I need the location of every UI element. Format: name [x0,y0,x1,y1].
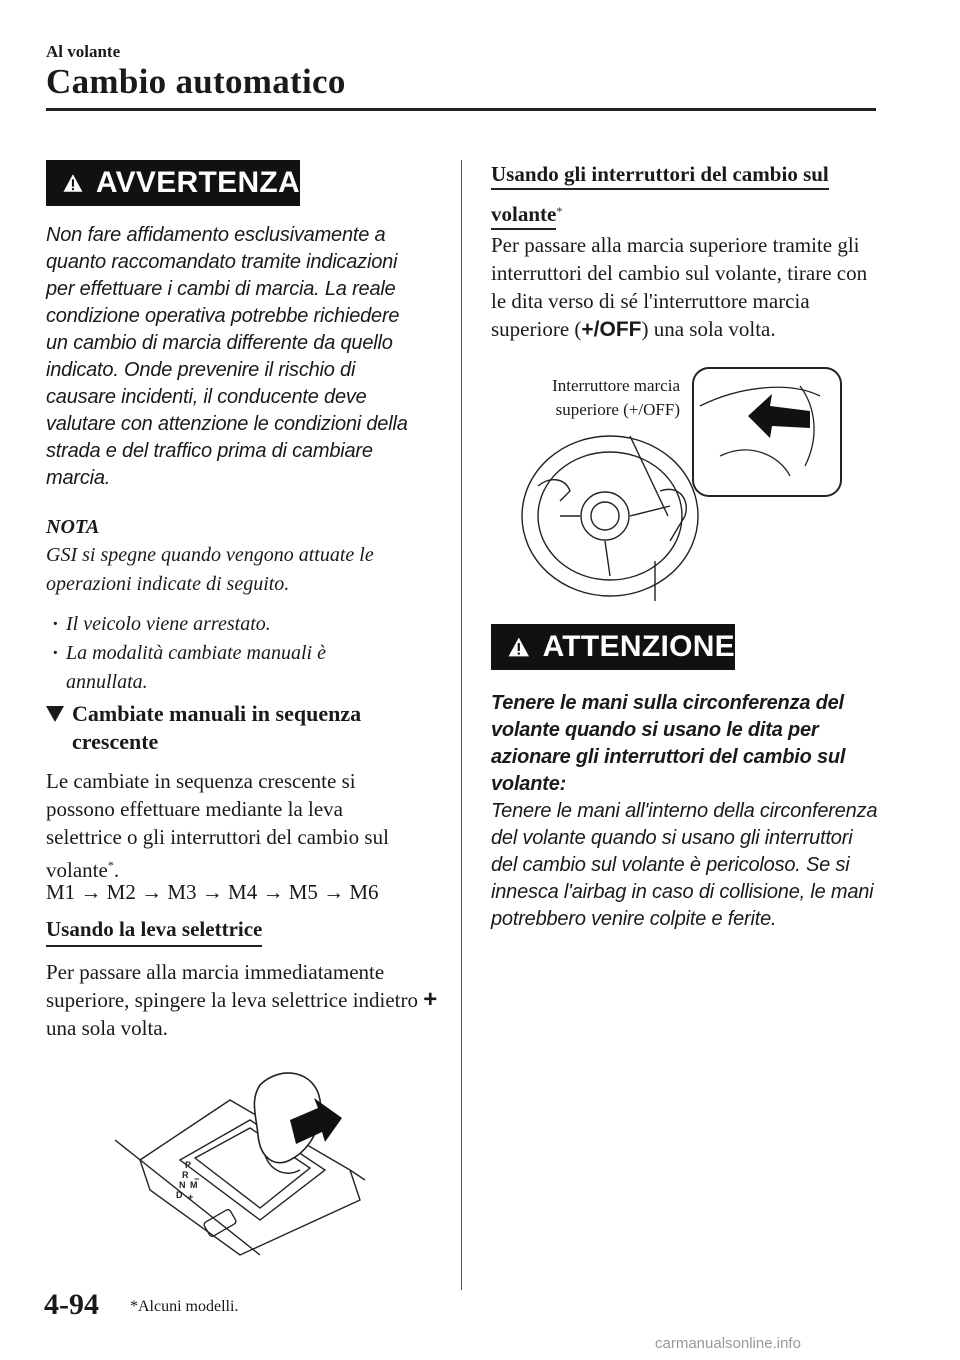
section-body [46,767,446,884]
lever-body-end: una sola volta. [46,1016,168,1040]
page-number: 4-94 [44,1288,99,1321]
steering-body-end: ) una sola volta. [641,317,776,341]
gate-label: D [176,1190,183,1200]
footnote-mark: * [556,204,563,218]
callout-line: superiore (+/OFF) [555,400,680,419]
body-line: possono effettuare mediante la leva [46,797,343,821]
body-line: volante [46,858,108,882]
warning-text: Non fare affidamento esclusivamente a quanto raccomandato tramite indicazioni per effettuare i cambi di marcia. La reale condizione operativa potrebbe richiedere un cambio di marcia differente da quello indicato. Onde prevenire il rischio di causare incidenti, il conducente deve valutare con attenzione le condizioni della strada e del traffico prima di cambiare marcia. [46,224,408,489]
body-end: . [113,858,120,882]
section-label: Al volante [46,42,121,61]
body-line: selettrice o gli interruttori del cambio sul [46,825,389,849]
shift-lever-illustration [110,1060,370,1260]
caution-text: Tenere le mani all'interno della circonferenza del volante quando si usano gli interruttori del cambio sul volante è pericoloso. Se si innesca l'airbag in caso di collisione, le mani potrebbero venire colpite e ferite. [491,800,878,930]
lever-body [46,958,446,1042]
steering-heading: Usando gli interruttori del cambio sul volante [491,162,829,230]
gate-label: + [188,1192,194,1202]
gear-sequence: M1 → M2 → M3 → M4 → M5 → M6 [46,880,379,904]
subsection-title: Cambiate manuali in sequenza crescente [72,701,362,754]
switch-callout [500,374,680,422]
warning-triangle-icon [507,633,531,661]
lever-body-text: Per passare alla marcia immediatamente superiore, spingere la leva selettrice indietro [46,960,419,1012]
watermark: carmanualsonline.info [655,1335,801,1352]
callout-line: Interruttore marcia [552,376,680,395]
note-bullet: · La modalità cambiate manuali è annullata. [50,639,410,697]
note-bullet: · Il veicolo viene arrestato. [50,610,410,639]
footnote-mark: * [107,858,114,872]
note-text: GSI si spegne quando vengono attuate le operazioni indicate di seguito. [46,544,374,595]
lever-heading-wrap [46,915,262,947]
plus-symbol: + [423,986,438,1013]
steering-body-text: Per passare alla marcia superiore tramite gli interruttori del cambio sul volante, tirare con le dita verso di sé l'interruttore marcia superiore ( [491,233,868,341]
gate-label: R [182,1170,189,1180]
body-line: Le cambiate in sequenza crescente si [46,769,356,793]
note-bullets [50,610,410,697]
column-divider [461,160,462,1290]
triangle-bullet-icon [46,706,64,722]
lever-heading: Usando la leva selettrice [46,915,262,947]
gate-label: M [190,1180,198,1190]
footnote: *Alcuni modelli. [130,1298,239,1315]
warning-triangle-icon [62,169,84,197]
warning-badge-label: AVVERTENZA [95,166,300,199]
gate-label: N [179,1180,186,1190]
caution-title: Tenere le mani sulla circonferenza del volante quando si usano le dita per azionare gli interruttori del cambio sul volante: [491,692,846,795]
caution-badge-label: ATTENZIONE [542,630,735,663]
gate-label: P [185,1160,192,1170]
warning-badge [46,160,300,206]
chapter-title: Cambio automatico [46,62,346,101]
steering-heading-wrap [491,160,871,234]
switch-label: +/OFF [581,318,642,341]
note-title: NOTA [46,516,100,538]
caution-badge [491,624,735,670]
caution-text-block [491,690,881,933]
subsection-heading [46,700,446,756]
header-rule [46,108,876,111]
gate-label: − [194,1174,200,1184]
steering-body [491,231,871,344]
